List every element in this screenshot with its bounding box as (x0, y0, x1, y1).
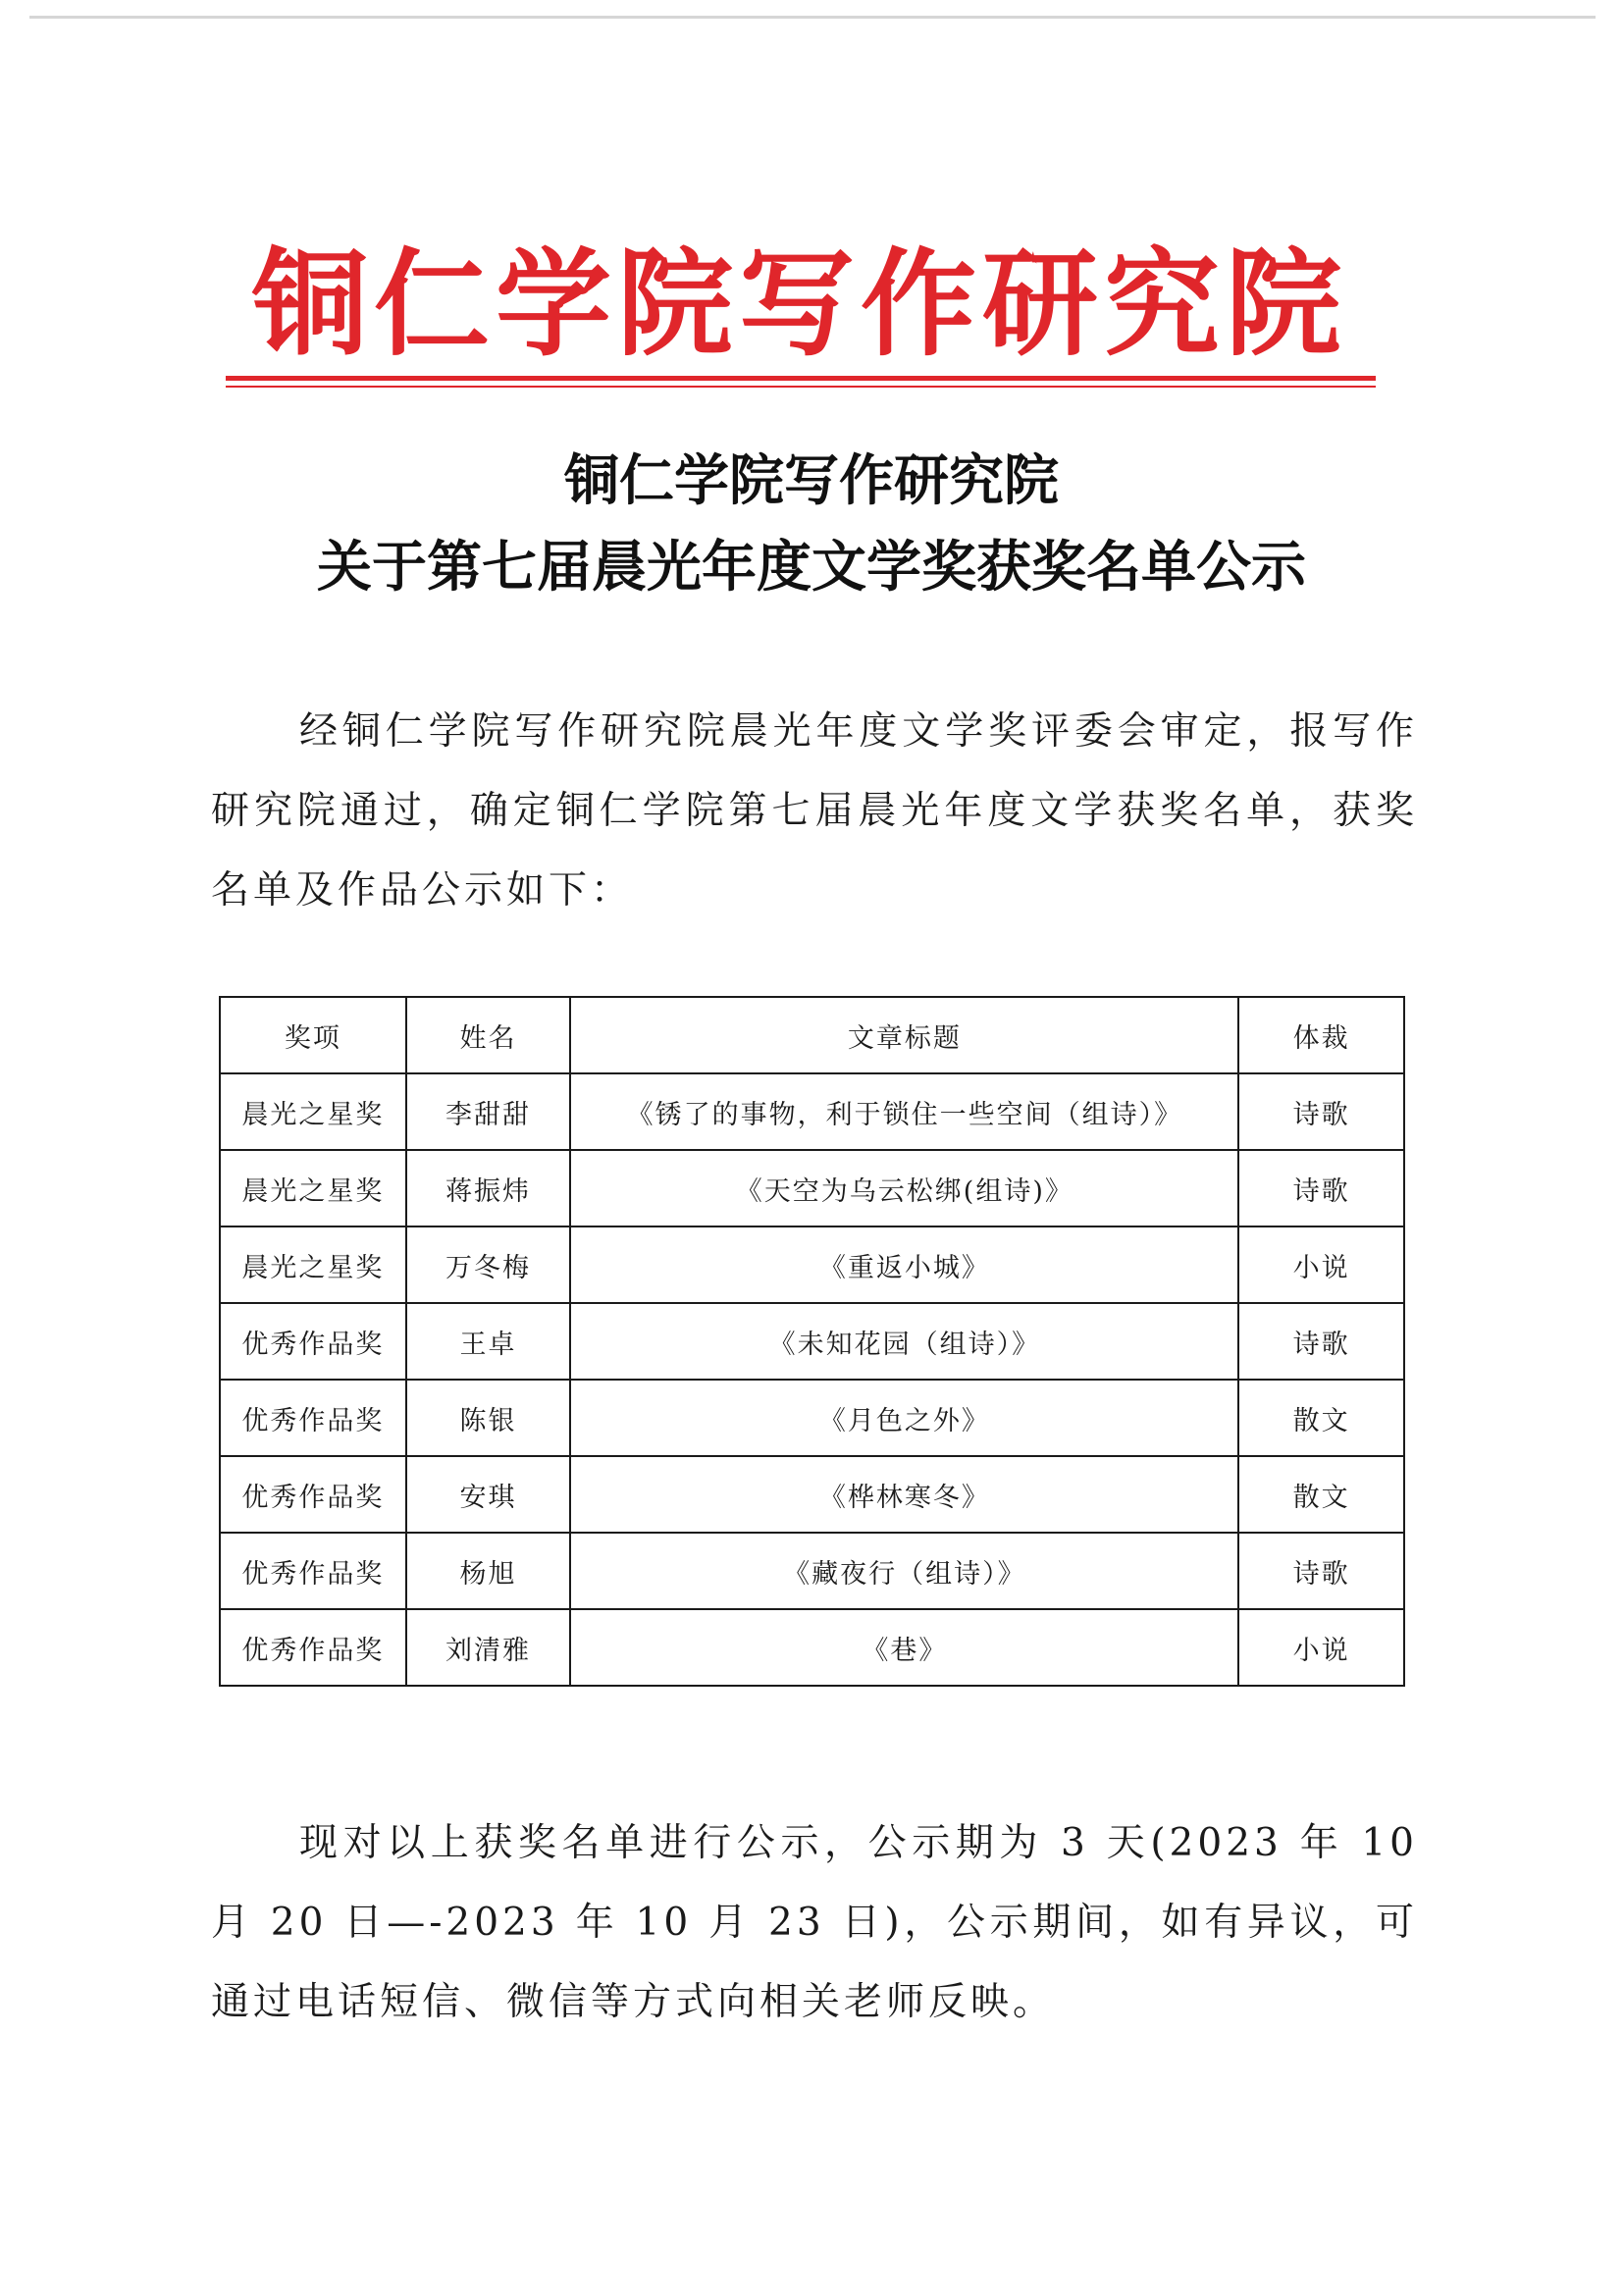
table-header-row (220, 997, 1404, 1073)
cell-name: 王卓 (406, 1303, 571, 1380)
cell-name: 安琪 (406, 1456, 571, 1533)
letterhead-red-rule-thick (226, 376, 1376, 381)
cell-genre: 诗歌 (1238, 1303, 1404, 1380)
cell-name: 李甜甜 (406, 1073, 571, 1150)
cell-name: 刘清雅 (406, 1609, 571, 1686)
table-row (220, 1073, 1404, 1150)
document-title-line-2: 关于第七届晨光年度文学奖获奖名单公示 (317, 535, 1306, 600)
cell-article-title: 《巷》 (570, 1609, 1238, 1686)
cell-genre: 小说 (1238, 1226, 1404, 1303)
cell-award: 晨光之星奖 (220, 1226, 406, 1303)
cell-article-title: 《锈了的事物，利于锁住一些空间（组诗）》 (570, 1073, 1238, 1150)
document-title-line-1: 铜仁学院写作研究院 (564, 448, 1059, 513)
table-row (220, 1303, 1404, 1380)
table-row (220, 1380, 1404, 1456)
cell-award: 晨光之星奖 (220, 1150, 406, 1226)
cell-award: 优秀作品奖 (220, 1533, 406, 1609)
cell-genre: 诗歌 (1238, 1533, 1404, 1609)
letterhead-title: 铜仁学院写作研究院 (251, 236, 1347, 372)
cell-article-title: 《未知花园（组诗）》 (570, 1303, 1238, 1380)
cell-genre: 诗歌 (1238, 1073, 1404, 1150)
table-row (220, 1150, 1404, 1226)
cell-article-title: 《重返小城》 (570, 1226, 1238, 1303)
header-genre: 体裁 (1238, 997, 1404, 1073)
awards-table (219, 996, 1405, 1687)
cell-article-title: 《桦林寒冬》 (570, 1456, 1238, 1533)
cell-genre: 散文 (1238, 1456, 1404, 1533)
table-row (220, 1456, 1404, 1533)
cell-article-title: 《月色之外》 (570, 1380, 1238, 1456)
scan-edge-line (29, 16, 1596, 19)
cell-award: 优秀作品奖 (220, 1303, 406, 1380)
cell-name: 万冬梅 (406, 1226, 571, 1303)
table-row (220, 1609, 1404, 1686)
header-award: 奖项 (220, 997, 406, 1073)
cell-award: 优秀作品奖 (220, 1609, 406, 1686)
cell-name: 陈银 (406, 1380, 571, 1456)
header-name: 姓名 (406, 997, 571, 1073)
cell-article-title: 《天空为乌云松绑(组诗)》 (570, 1150, 1238, 1226)
cell-genre: 诗歌 (1238, 1150, 1404, 1226)
table-row (220, 1533, 1404, 1609)
cell-name: 杨旭 (406, 1533, 571, 1609)
closing-paragraph: 现对以上获奖名单进行公示，公示期为 3 天(2023 年 10 月 20 日—-2023 年 10 月 23 日)，公示期间，如有异议，可通过电话短信、微信等方式向相关老师反映。 (211, 1821, 1418, 2024)
table-row (220, 1226, 1404, 1303)
cell-genre: 散文 (1238, 1380, 1404, 1456)
cell-article-title: 《藏夜行（组诗）》 (570, 1533, 1238, 1609)
cell-award: 优秀作品奖 (220, 1456, 406, 1533)
intro-paragraph: 经铜仁学院写作研究院晨光年度文学奖评委会审定，报写作研究院通过，确定铜仁学院第七届晨光年度文学获奖名单，获奖名单及作品公示如下： (211, 709, 1418, 913)
cell-award: 优秀作品奖 (220, 1380, 406, 1456)
header-article-title: 文章标题 (570, 997, 1238, 1073)
cell-award: 晨光之星奖 (220, 1073, 406, 1150)
cell-name: 蒋振炜 (406, 1150, 571, 1226)
letterhead-red-rule-thin (226, 386, 1376, 388)
cell-genre: 小说 (1238, 1609, 1404, 1686)
